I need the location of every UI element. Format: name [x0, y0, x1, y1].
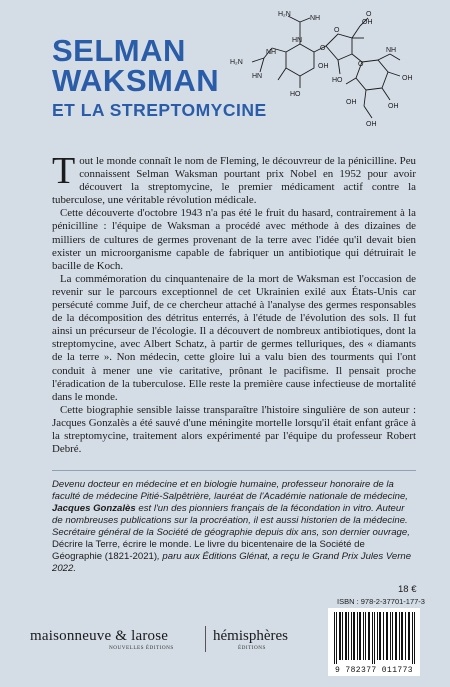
mol-label-oh-4: OH	[388, 103, 399, 110]
price: 18 €	[398, 584, 417, 595]
blurb-paragraph-2: Cette découverte d'octobre 1943 n'a pas été le fruit du hasard, contrairement à la pénicilline : l'équipe de Waksman a procédé avec méthode à des dizaines de milliers de cultures de germes provenant de la terre avec l'idée qu'il devait bien exister un microorganisme capable de fabriquer un antibiotique qui détruirait le bacille de Koch.	[52, 207, 416, 272]
publisher-logo-hemispheres-sub: ÉDITIONS	[238, 645, 266, 651]
title-line-1: SELMAN	[52, 33, 186, 68]
divider	[52, 470, 416, 471]
barcode-bars	[328, 608, 420, 666]
mol-label-h2n-1: H₂N	[278, 11, 291, 18]
title-line-3: ET LA STREPTOMYCINE	[52, 100, 267, 120]
dropcap: T	[52, 150, 76, 192]
isbn: ISBN : 978-2-37701-177-3	[337, 597, 425, 606]
author-bio-part-2: est l'un des pionniers français de la fécondation in vitro.	[135, 503, 377, 514]
mol-label-h2n-2: H₂N	[230, 59, 243, 66]
publisher-separator	[205, 626, 206, 652]
blurb-paragraph-3: La commémoration du cinquantenaire de la mort de Waksman est l'occasion de revenir sur le parcours exceptionnel de cet Ukrainien exilé aux États-Unis car persécuté comme Juif, de ce chercheur attaché à l'analyse des germes responsables de la décomposition des détritus enterrés, à l'étude de l'évolution des sols. Il fut ainsi un précurseur de l'écologie. Il a découvert de nombreux antibiotiques, dont la streptomycine, avec Albert Schatz, à partir de germes telluriques, des « diamants de la terre ». Non médecin, cette gloire lui a valu bien des tourments qui l'ont conduit à mener une vie caritative, prônant le pacifisme. Il pensait proche l'éradication de la tuberculose. Elle reste la première cause infectieuse de mortalité dans le monde.	[52, 272, 416, 403]
mol-label-o-3: O	[366, 11, 372, 18]
mol-label-hn-1: HN	[292, 37, 303, 44]
blurb-paragraph-1	[52, 150, 416, 207]
mol-label-ho-1: HO	[290, 91, 301, 98]
mol-label-oh-6: OH	[366, 121, 377, 128]
author-bio	[52, 479, 414, 575]
blurb-paragraph-4: Cette biographie sensible laisse transparaître l'histoire singulière de son auteur : Jacques Gonzalès a été sauvé d'une méningite mortelle lorsqu'il était enfant grâce à la streptomycine, traitement alors expérimenté par l'équipe du professeur Robert Debré.	[52, 403, 416, 456]
streptomycin-structure-diagram	[222, 4, 430, 130]
mol-label-hn-2: HN	[252, 73, 263, 80]
blurb-text	[52, 150, 416, 456]
mol-label-ho-2: HO	[332, 77, 343, 84]
publisher-logo-maisonneuve-larose-sub: NOUVELLES ÉDITIONS	[109, 645, 174, 651]
mol-label-oh-5: OH	[346, 99, 357, 106]
publisher-logo-maisonneuve-larose: maisonneuve & larose	[30, 628, 169, 644]
mol-label-o-4: O	[358, 61, 364, 68]
title-line-2: WAKSMAN	[52, 63, 220, 98]
author-bio-part-1: Devenu docteur en médecine et en biologie humaine, professeur honoraire de la faculté de médecine Pitié-Salpêtrière, lauréat de l'Académie nationale de médecine,	[52, 479, 408, 502]
blurb-paragraph-1-text: out le monde connaît le nom de Fleming, le découvreur de la pénicilline. Peu connaissent Selman Waksman pourtant prix Nobel en 1952 pour avoir découvert la streptomycine, le premier médicament actif contre la tuberculose, une véritable révolution médicale.	[52, 155, 416, 207]
mol-label-oh-3: OH	[402, 75, 413, 82]
publisher-logo-hemispheres: hémisphères	[213, 628, 288, 644]
author-bio-part-4: , paru aux Éditions Glénat, a reçu le Grand Prix Jules Verne 2022.	[52, 551, 412, 574]
mol-label-oh-1: OH	[318, 63, 329, 70]
mol-label-nh-2: NH	[266, 49, 277, 56]
barcode-number: 9 782377 011773	[334, 666, 413, 675]
publisher-logos	[0, 620, 320, 660]
mol-label-nh-1: NH	[310, 15, 321, 22]
mol-label-oh-2: OH	[362, 19, 373, 26]
author-book-title: Décrire la Terre, écrire le monde. Le livre du bicentenaire de la Société de Géographie (1821-2021)	[52, 539, 365, 562]
mol-label-o-2: O	[334, 27, 340, 34]
author-bio-part-3: Auteur de nombreuses publications sur la procréation, il est aussi historien de la médecine. Secrétaire général de la Société de géographie depuis dix ans, son dernier ouvrage,	[52, 503, 410, 538]
author-name: Jacques Gonzalès	[52, 503, 136, 514]
mol-label-o-1: O	[320, 45, 326, 52]
barcode	[328, 608, 420, 676]
mol-label-nh-3: NH	[386, 47, 397, 54]
